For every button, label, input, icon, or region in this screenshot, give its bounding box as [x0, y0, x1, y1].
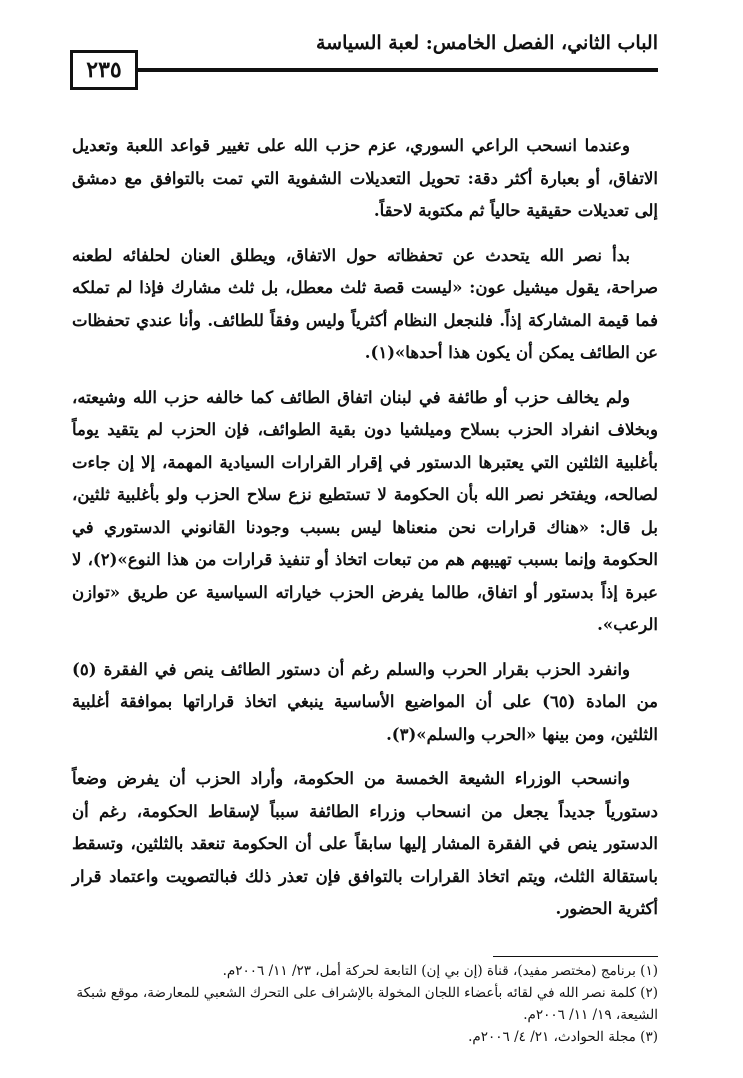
paragraph: وعندما انسحب الراعي السوري، عزم حزب الله على تغيير قواعد اللعبة وتعديل الاتفاق، أو بعبارة أكثر دقة: تحويل التعديلات الشفوية التي تمت بالتوافق مع دمشق إلى تعديلات حقيقية حالياً ثم مكتوبة لاحقاً.	[72, 136, 658, 220]
header-rule	[138, 68, 658, 72]
footnotes	[72, 960, 658, 1048]
paragraph: وانفرد الحزب بقرار الحرب والسلم رغم أن دستور الطائف ينص في الفقرة (٥) من المادة (٦٥) على أن المواضيع الأساسية ينبغي اتخاذ قراراتها بموافقة أغلبية الثلثين، ومن بينها «الحرب والسلم»(٣).	[72, 659, 658, 744]
footnote: (٢) كلمة نصر الله في لقائه بأعضاء اللجان المخولة بالإشراف على التحرك الشعبي للمعارضة، موقع شبكة الشيعة، ١٩/ ١١/ ٢٠٠٦م.	[76, 985, 658, 1023]
footnote: (١) برنامج (مختصر مفيد)، قناة (إن بي إن) التابعة لحركة أمل، ٢٣/ ١١/ ٢٠٠٦م.	[222, 963, 658, 979]
page-number: ٢٣٥	[70, 50, 138, 90]
paragraph: بدأ نصر الله يتحدث عن تحفظاته حول الاتفاق، ويطلق العنان لحلفائه لطعنه صراحة، يقول ميشيل عون: «ليست قصة ثلث معطل، بل ثلث مشارك فإذا لم تملكه فما قيمة المشاركة إذاً. فلنجعل النظام أكثرياً وليس وفقاً للطائف. وأنا عندي تحفظات عن الطائف يمكن أن يكون هذا أحدها»(١).	[72, 245, 658, 362]
chapter-title: الباب الثاني، الفصل الخامس: لعبة السياسة	[316, 32, 658, 54]
main-text	[72, 130, 658, 938]
paragraph: ولم يخالف حزب أو طائفة في لبنان اتفاق الطائف كما خالفه حزب الله وشيعته، وبخلاف انفراد الحزب بسلاح وميلشيا دون بقية الطوائف، فإن الحزب لم يتقيد يوماً بأغلبية الثلثين التي يعتبرها الدستور في إقرار القرارات السيادية المهمة، إلا إن جاءت لصالحه، ويفتخر نصر الله بأن الحكومة لا تستطيع نزع سلاح الحزب ولو بأغلبية ثلثين، بل قال: «هناك قرارات نحن منعناها ليس بسبب وجودنا القانوني الدستوري في الحكومة وإنما بسبب تهيبهم هم من تبعات اتخاذ أو تنفيذ قرارات من هذا النوع»(٢)، لا عبرة إذاً بدستور أو اتفاق، طالما يفرض الحزب خياراته السياسية عن طريق «توازن الرعب».	[72, 387, 659, 634]
page-header	[70, 32, 658, 92]
footnote: (٣) مجلة الحوادث، ٢١/ ٤/ ٢٠٠٦م.	[468, 1029, 658, 1045]
paragraph: وانسحب الوزراء الشيعة الخمسة من الحكومة، وأراد الحزب أن يفرض وضعاً دستورياً جديداً يجعل من انسحاب وزراء الطائفة سبباً لإسقاط الحكومة، رغم أن الدستور ينص في الفقرة المشار إليها سابقاً على أن الحكومة تنعقد بالثلثين، وتسقط باستقالة الثلث، ويتم اتخاذ القرارات بالتوافق فإن تعذر ذلك فبالتصويت واعتماد قرار أكثرية الحضور.	[72, 769, 658, 918]
footnote-divider	[493, 956, 658, 957]
